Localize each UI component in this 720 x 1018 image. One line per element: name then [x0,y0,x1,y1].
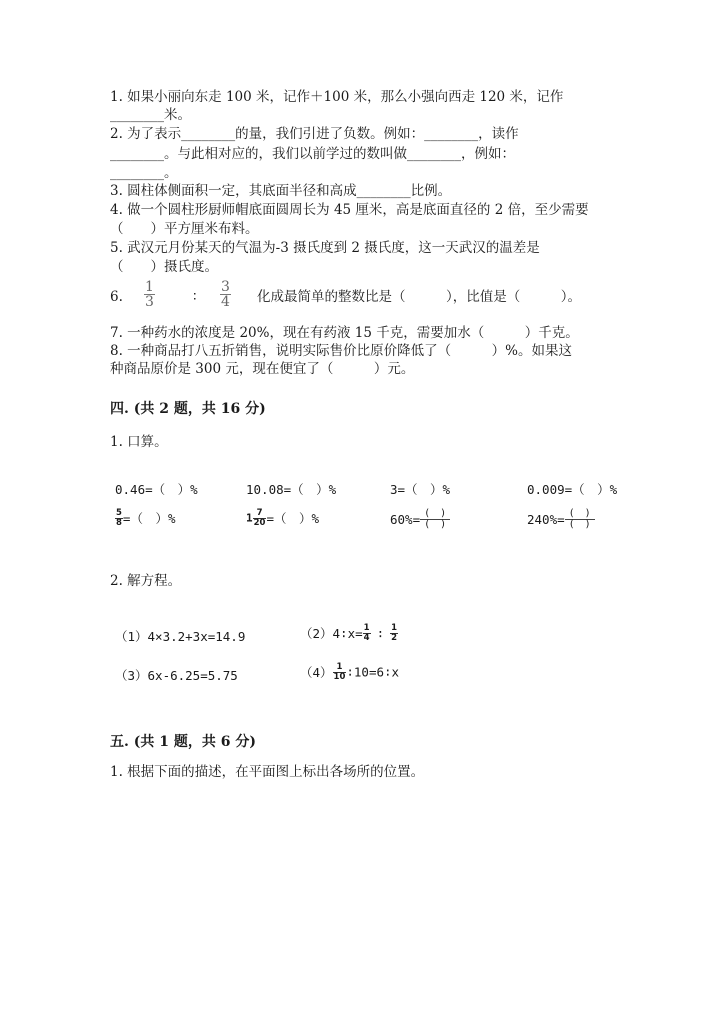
q2-line-3: ________。 [110,165,178,181]
eq2-colon: ∶ [376,625,385,641]
r2c1-denominator: 8 [116,517,122,528]
mental-math-r1-c1: 0.46=（ ）% [115,482,198,497]
equations-title: 2. 解方程。 [110,573,182,589]
q6-fraction-1 [144,280,155,309]
eq4-denominator: 10 [333,671,346,682]
mental-math-r2-c1 [115,509,175,527]
equation-2 [300,624,398,642]
mental-math-r2-c4 [527,509,595,530]
mental-math-r2-c3 [390,509,450,530]
eq4-numerator: 1 [336,662,343,672]
q6-f2-denominator: 4 [221,294,230,310]
r2c2-whole: 1 [246,511,253,525]
equation-4 [300,663,399,681]
eq4-prefix: （4） [300,665,333,680]
q4-line-2: （ ）平方厘米布料。 [110,221,259,237]
q7-line: 7. 一种药水的浓度是 20%，现在有药液 15 千克，需要加水（ ）千克。 [110,325,579,341]
r2c4-prefix: 240%= [527,512,565,527]
r2c3-denominator: ( ) [420,519,450,530]
r2c2-denominator: 20 [253,517,266,528]
q5-line-1: 5. 武汉元月份某天的气温为-3 摄氏度到 2 摄氏度，这一天武汉的温差是 [110,240,540,256]
mental-math-r1-c4: 0.009=（ ）% [527,482,618,497]
q6-f2-numerator: 3 [221,279,230,295]
q1-line-1: 1. 如果小丽向东走 100 米，记作＋100 米，那么小强向西走 120 米，记作 [110,89,564,105]
mental-math-r1-c2: 10.08=（ ）% [246,482,337,497]
r2c3-numerator: ( ) [424,508,447,519]
eq2-prefix: （2）4∶x= [300,626,363,641]
q1-line-2: ________米。 [110,107,191,123]
q6-f1-numerator: 1 [145,279,154,295]
section-5-q1: 1. 根据下面的描述，在平面图上标出各场所的位置。 [110,764,425,780]
q3-line: 3. 圆柱体侧面积一定，其底面半径和高成________比例。 [110,183,452,199]
section-4-heading: 四. (共 2 题，共 16 分) [110,401,266,417]
equation-1: （1）4×3.2+3x=14.9 [115,629,246,644]
r2c4-numerator: ( ) [568,508,591,519]
eq2-f1-numerator: 1 [363,623,370,633]
eq2-f2-numerator: 1 [391,623,398,633]
q2-line-1: 2. 为了表示________的量，我们引进了负数。例如：________，读作 [110,126,519,142]
mental-math-r2-c2 [246,509,319,527]
q2-line-2: ________。与此相对应的，我们以前学过的数叫做________，例如： [110,146,515,162]
eq4-rest: ∶10=6∶x [346,664,400,680]
q8-line-1: 8. 一种商品打八五折销售，说明实际售价比原价降低了（ ）%。如果这 [110,343,572,359]
r2c1-numerator: 5 [116,508,122,518]
q8-line-2: 种商品原价是 300 元，现在便宜了（ ）元。 [110,361,415,377]
r2c1-rest: =（ ）% [122,511,176,526]
section-5-heading: 五. (共 1 题，共 6 分) [110,734,256,750]
eq2-f1-denominator: 4 [363,632,370,643]
q4-line-1: 4. 做一个圆柱形厨师帽底面圆周长为 45 厘米，高是底面直径的 2 倍，至少需要 [110,202,589,218]
q5-line-2: （ ）摄氏度。 [110,259,218,275]
r2c4-denominator: ( ) [565,519,595,530]
r2c2-numerator: 7 [256,508,263,518]
q6-fraction-2 [220,280,231,309]
r2c2-rest: =（ ）% [266,511,320,526]
eq2-f2-denominator: 2 [391,632,398,643]
q6-rest: 化成最简单的整数比是（ ），比值是（ ）。 [257,289,581,305]
q6-f1-denominator: 3 [145,294,154,310]
mental-math-r1-c3: 3=（ ）% [390,482,451,497]
q6-colon: ∶ [193,289,197,305]
q6-number: 6. [110,289,123,305]
r2c3-prefix: 60%= [390,512,421,527]
mental-math-title: 1. 口算。 [110,434,168,450]
equation-3: （3）6x-6.25=5.75 [115,668,238,683]
